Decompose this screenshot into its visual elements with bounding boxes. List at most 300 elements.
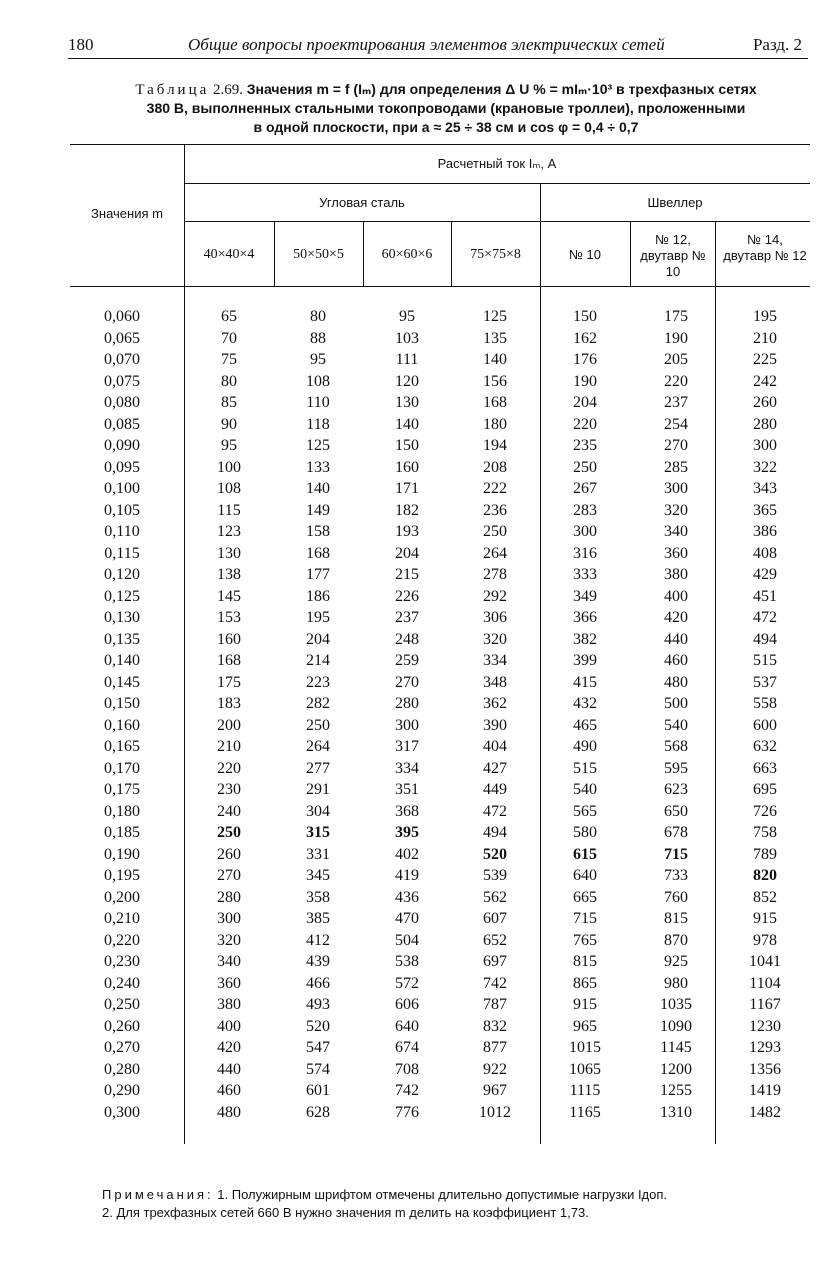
table-cell: 607 bbox=[483, 910, 507, 927]
table-cell: 205 bbox=[664, 351, 688, 368]
table-cell: 540 bbox=[573, 781, 597, 798]
table-cell: 726 bbox=[753, 802, 777, 820]
table-cell: 133 bbox=[306, 458, 330, 476]
table-cell: 915 bbox=[573, 996, 597, 1013]
row-value-m: 0,130 bbox=[104, 609, 140, 626]
table-cell: 1165 bbox=[569, 1103, 601, 1121]
table-cell: 171 bbox=[395, 480, 419, 497]
table-cell: 260 bbox=[217, 845, 241, 863]
table-cell: 1065 bbox=[569, 1060, 601, 1078]
table-cell: 237 bbox=[395, 609, 419, 626]
caption-text-2: 380 В, выполненных стальными токопроводами (крановые троллеи), проложенными bbox=[146, 100, 746, 116]
table-cell: 595 bbox=[664, 759, 688, 777]
table-cell: 340 bbox=[217, 953, 241, 970]
table-cell: 399 bbox=[573, 652, 597, 669]
row-value-m: 0,070 bbox=[104, 351, 140, 368]
column-header: 60×60×6 bbox=[381, 247, 433, 262]
table-cell: 565 bbox=[573, 802, 597, 820]
table-cell: 259 bbox=[395, 652, 419, 669]
row-value-m: 0,145 bbox=[104, 673, 140, 691]
table-cell: 1012 bbox=[479, 1103, 511, 1121]
table-cell: 230 bbox=[217, 781, 241, 798]
table-cell: 242 bbox=[753, 372, 777, 390]
table-cell: 493 bbox=[306, 996, 330, 1013]
table-cell: 145 bbox=[217, 587, 241, 605]
table-cell: 153 bbox=[217, 609, 241, 626]
table-cell: 742 bbox=[483, 974, 507, 992]
notes-label: Примечания: bbox=[102, 1187, 214, 1202]
row-value-m: 0,230 bbox=[104, 953, 140, 970]
header-bottom-rule bbox=[70, 286, 810, 287]
table-cell: 108 bbox=[306, 372, 330, 390]
table-cell: 460 bbox=[664, 652, 688, 669]
table-cell: 123 bbox=[217, 523, 241, 540]
table-cell: 420 bbox=[217, 1039, 241, 1056]
table-row bbox=[70, 844, 810, 865]
table-cell: 539 bbox=[483, 867, 507, 884]
table-cell: 125 bbox=[483, 308, 507, 325]
table-cell: 760 bbox=[664, 888, 688, 906]
table-cell: 70 bbox=[221, 329, 237, 347]
table-cell: 358 bbox=[306, 888, 330, 906]
table-cell: 404 bbox=[483, 738, 507, 755]
table-cell: 304 bbox=[306, 802, 330, 820]
caption-line-2 bbox=[66, 99, 826, 118]
table-cell: 600 bbox=[753, 716, 777, 734]
table-cell: 208 bbox=[483, 458, 507, 476]
table-cell: 349 bbox=[573, 587, 597, 605]
table-cell: 340 bbox=[664, 523, 688, 540]
row-value-m: 0,180 bbox=[104, 802, 140, 820]
table-cell: 439 bbox=[306, 953, 330, 970]
table-cell: 223 bbox=[306, 673, 330, 691]
row-value-m: 0,280 bbox=[104, 1060, 140, 1078]
table-cell: 436 bbox=[395, 888, 419, 906]
table-cell: 183 bbox=[217, 695, 241, 712]
table-cell: 300 bbox=[217, 910, 241, 927]
table-cell: 787 bbox=[483, 996, 507, 1013]
table-cell: 322 bbox=[753, 458, 777, 476]
table-row bbox=[70, 758, 810, 779]
row-value-m: 0,090 bbox=[104, 437, 140, 454]
table-cell: 280 bbox=[395, 695, 419, 712]
table-cell: 204 bbox=[306, 630, 330, 648]
table-cell: 380 bbox=[217, 996, 241, 1013]
table-cell: 480 bbox=[664, 673, 688, 691]
table-cell: 175 bbox=[217, 673, 241, 691]
table-cell: 210 bbox=[217, 738, 241, 755]
table-cell: 150 bbox=[395, 437, 419, 454]
table-cell: 440 bbox=[664, 630, 688, 648]
table-cell: 789 bbox=[753, 845, 777, 863]
table-cell: 291 bbox=[306, 781, 330, 798]
note-1: 1. Полужирным шрифтом отмечены длительно допустимые нагрузки Iдоп. bbox=[217, 1187, 668, 1202]
table-cell: 180 bbox=[483, 415, 507, 433]
table-cell: 193 bbox=[395, 523, 419, 540]
table-cell: 80 bbox=[221, 372, 237, 390]
table-row bbox=[70, 349, 810, 370]
row-header: Значения m bbox=[91, 206, 163, 221]
table-cell: 80 bbox=[310, 308, 326, 325]
table-cell: 90 bbox=[221, 415, 237, 433]
table-row bbox=[70, 801, 810, 822]
table-cell: 160 bbox=[395, 458, 419, 476]
table-cell: 640 bbox=[395, 1017, 419, 1035]
table-cell: 665 bbox=[573, 888, 597, 906]
table-row bbox=[70, 1102, 810, 1123]
table-cell: 195 bbox=[306, 609, 330, 626]
table-top-rule bbox=[70, 144, 810, 145]
row-value-m: 0,100 bbox=[104, 480, 140, 497]
table-cell: 460 bbox=[217, 1082, 241, 1099]
table-cell: 100 bbox=[217, 458, 241, 476]
subgroup-channel: Швеллер bbox=[647, 195, 703, 210]
row-value-m: 0,135 bbox=[104, 630, 140, 648]
table-row bbox=[70, 371, 810, 392]
table-cell: 980 bbox=[664, 974, 688, 992]
table-notes bbox=[102, 1186, 802, 1222]
table-cell: 547 bbox=[306, 1039, 330, 1056]
table-row bbox=[70, 586, 810, 607]
table-cell: 640 bbox=[573, 867, 597, 884]
table-cell: 150 bbox=[573, 308, 597, 325]
table-cell: 345 bbox=[306, 867, 330, 884]
table-cell: 558 bbox=[753, 695, 777, 712]
table-row bbox=[70, 715, 810, 736]
table-cell: 865 bbox=[573, 974, 597, 992]
table-cell: 386 bbox=[753, 523, 777, 540]
table-cell: 120 bbox=[395, 372, 419, 390]
table-cell: 248 bbox=[395, 630, 419, 648]
table-row bbox=[70, 500, 810, 521]
table-row bbox=[70, 693, 810, 714]
table-cell: 504 bbox=[395, 931, 419, 949]
row-value-m: 0,260 bbox=[104, 1017, 140, 1035]
table-cell: 470 bbox=[395, 910, 419, 927]
column-header: 40×40×4 bbox=[203, 247, 255, 262]
table-cell: 85 bbox=[221, 394, 237, 411]
table-cell: 1145 bbox=[660, 1039, 692, 1056]
table-cell: 135 bbox=[483, 329, 507, 347]
column-header: 50×50×5 bbox=[293, 247, 344, 262]
table-cell: 176 bbox=[573, 351, 597, 368]
table-cell: 235 bbox=[573, 437, 597, 454]
table-cell: 215 bbox=[395, 566, 419, 583]
table-cell: 915 bbox=[753, 910, 777, 927]
table-cell: 278 bbox=[483, 566, 507, 583]
table-cell: 75 bbox=[221, 351, 237, 368]
column-divider bbox=[630, 222, 631, 286]
table-cell: 1310 bbox=[660, 1103, 692, 1121]
row-value-m: 0,195 bbox=[104, 867, 140, 884]
running-header bbox=[68, 32, 808, 59]
table-cell: 316 bbox=[573, 544, 597, 562]
table-cell: 88 bbox=[310, 329, 326, 347]
table-cell: 267 bbox=[573, 480, 597, 497]
row-value-m: 0,210 bbox=[104, 910, 140, 927]
table-cell: 815 bbox=[664, 910, 688, 927]
row-value-m: 0,095 bbox=[104, 458, 140, 476]
row-value-m: 0,300 bbox=[104, 1103, 140, 1121]
table-cell: 190 bbox=[573, 372, 597, 390]
table-cell: 385 bbox=[306, 910, 330, 927]
row-value-m: 0,185 bbox=[104, 824, 140, 841]
table-cell: 226 bbox=[395, 587, 419, 605]
table-row bbox=[70, 521, 810, 542]
table-cell: 965 bbox=[573, 1017, 597, 1035]
caption-text-1: Значения m = f (Iₘ) для определения Δ U % = mIₘ·10³ в трехфазных сетях bbox=[246, 81, 757, 97]
table-cell: 663 bbox=[753, 759, 777, 777]
row-value-m: 0,220 bbox=[104, 931, 140, 949]
table-cell: 236 bbox=[483, 501, 507, 519]
table-cell: 395 bbox=[395, 824, 419, 841]
table-cell: 264 bbox=[306, 738, 330, 755]
table-cell: 568 bbox=[664, 738, 688, 755]
row-value-m: 0,080 bbox=[104, 394, 140, 411]
note-line-1 bbox=[102, 1186, 802, 1204]
row-value-m: 0,160 bbox=[104, 716, 140, 734]
table-cell: 697 bbox=[483, 953, 507, 970]
table-cell: 978 bbox=[753, 931, 777, 949]
table-cell: 300 bbox=[753, 437, 777, 454]
table-cell: 204 bbox=[395, 544, 419, 562]
table-cell: 601 bbox=[306, 1082, 330, 1099]
table-cell: 623 bbox=[664, 781, 688, 798]
table-cell: 494 bbox=[483, 824, 507, 841]
section-label: Разд. 2 bbox=[752, 35, 802, 54]
table-cell: 480 bbox=[217, 1103, 241, 1121]
table-cell: 877 bbox=[483, 1039, 507, 1056]
table-cell: 220 bbox=[664, 372, 688, 390]
table-row bbox=[70, 457, 810, 478]
table-cell: 334 bbox=[395, 759, 419, 777]
row-value-m: 0,150 bbox=[104, 695, 140, 712]
table-cell: 264 bbox=[483, 544, 507, 562]
table-cell: 260 bbox=[753, 394, 777, 411]
table-cell: 130 bbox=[217, 544, 241, 562]
table-cell: 280 bbox=[753, 415, 777, 433]
table-cell: 742 bbox=[395, 1082, 419, 1099]
table-cell: 520 bbox=[306, 1017, 330, 1035]
table-cell: 138 bbox=[217, 566, 241, 583]
table-row bbox=[70, 822, 810, 843]
table-cell: 270 bbox=[217, 867, 241, 884]
table-cell: 465 bbox=[573, 716, 597, 734]
table-cell: 652 bbox=[483, 931, 507, 949]
table-cell: 237 bbox=[664, 394, 688, 411]
table-cell: 195 bbox=[753, 308, 777, 325]
table-cell: 317 bbox=[395, 738, 419, 755]
table-cell: 380 bbox=[664, 566, 688, 583]
caption-line-1 bbox=[66, 80, 826, 99]
table-cell: 776 bbox=[395, 1103, 419, 1121]
table-row bbox=[70, 543, 810, 564]
table-cell: 250 bbox=[217, 824, 241, 841]
table-cell: 870 bbox=[664, 931, 688, 949]
table-cell: 95 bbox=[221, 437, 237, 454]
table-cell: 615 bbox=[573, 845, 597, 863]
table-cell: 538 bbox=[395, 953, 419, 970]
table-cell: 632 bbox=[753, 738, 777, 755]
table-cell: 400 bbox=[664, 587, 688, 605]
row-value-m: 0,170 bbox=[104, 759, 140, 777]
row-value-m: 0,065 bbox=[104, 329, 140, 347]
table-cell: 678 bbox=[664, 824, 688, 841]
table-row bbox=[70, 435, 810, 456]
table-cell: 214 bbox=[306, 652, 330, 669]
table-cell: 400 bbox=[217, 1017, 241, 1035]
table-row bbox=[70, 478, 810, 499]
table-cell: 306 bbox=[483, 609, 507, 626]
table-cell: 250 bbox=[573, 458, 597, 476]
row-value-m: 0,060 bbox=[104, 308, 140, 325]
table-cell: 967 bbox=[483, 1082, 507, 1099]
table-cell: 204 bbox=[573, 394, 597, 411]
table-cell: 515 bbox=[753, 652, 777, 669]
table-cell: 580 bbox=[573, 824, 597, 841]
table-cell: 440 bbox=[217, 1060, 241, 1078]
table-cell: 715 bbox=[664, 845, 688, 863]
table-cell: 1293 bbox=[749, 1039, 781, 1056]
table-cell: 160 bbox=[217, 630, 241, 648]
row-value-m: 0,140 bbox=[104, 652, 140, 669]
table-cell: 412 bbox=[306, 931, 330, 949]
table-row bbox=[70, 672, 810, 693]
table-cell: 300 bbox=[395, 716, 419, 734]
caption-text-3: в одной плоскости, при a ≈ 25 ÷ 38 см и cos φ = 0,4 ÷ 0,7 bbox=[253, 119, 639, 135]
table-cell: 1035 bbox=[660, 996, 692, 1013]
table-cell: 490 bbox=[573, 738, 597, 755]
table-row bbox=[70, 973, 810, 994]
table-cell: 360 bbox=[664, 544, 688, 562]
table-row bbox=[70, 908, 810, 929]
table-row bbox=[70, 1059, 810, 1080]
table-cell: 1041 bbox=[749, 953, 781, 970]
table-cell: 351 bbox=[395, 781, 419, 798]
subgroup-angle-steel: Угловая сталь bbox=[319, 195, 405, 210]
row-value-m: 0,200 bbox=[104, 888, 140, 906]
table-cell: 415 bbox=[573, 673, 597, 691]
column-header: № 12, двутавр № 10 bbox=[640, 232, 706, 279]
table-cell: 472 bbox=[483, 802, 507, 820]
table-cell: 177 bbox=[306, 566, 330, 583]
table-cell: 125 bbox=[306, 437, 330, 454]
table-row bbox=[70, 564, 810, 585]
table-cell: 110 bbox=[306, 394, 330, 411]
table-row bbox=[70, 951, 810, 972]
table-row bbox=[70, 779, 810, 800]
table-cell: 515 bbox=[573, 759, 597, 777]
table-cell: 115 bbox=[217, 501, 241, 519]
row-value-m: 0,085 bbox=[104, 415, 140, 433]
row-value-m: 0,125 bbox=[104, 587, 140, 605]
table-cell: 520 bbox=[483, 845, 507, 863]
row-value-m: 0,165 bbox=[104, 738, 140, 755]
caption-line-3 bbox=[66, 118, 826, 137]
table-row bbox=[70, 1037, 810, 1058]
data-table bbox=[70, 144, 810, 1144]
table-cell: 1255 bbox=[660, 1082, 692, 1099]
table-cell: 650 bbox=[664, 802, 688, 820]
table-cell: 140 bbox=[395, 415, 419, 433]
table-cell: 95 bbox=[399, 308, 415, 325]
table-cell: 168 bbox=[483, 394, 507, 411]
table-cell: 572 bbox=[395, 974, 419, 992]
table-cell: 65 bbox=[221, 308, 237, 325]
table-cell: 1090 bbox=[660, 1017, 692, 1035]
page-number: 180 bbox=[68, 35, 94, 54]
table-cell: 574 bbox=[306, 1060, 330, 1078]
table-cell: 382 bbox=[573, 630, 597, 648]
table-cell: 186 bbox=[306, 587, 330, 605]
table-cell: 210 bbox=[753, 329, 777, 347]
row-value-m: 0,240 bbox=[104, 974, 140, 992]
table-cell: 250 bbox=[483, 523, 507, 540]
table-cell: 695 bbox=[753, 781, 777, 798]
row-value-m: 0,115 bbox=[104, 544, 140, 562]
table-cell: 333 bbox=[573, 566, 597, 583]
table-cell: 300 bbox=[664, 480, 688, 497]
table-cell: 537 bbox=[753, 673, 777, 691]
table-cell: 254 bbox=[664, 415, 688, 433]
table-cell: 708 bbox=[395, 1060, 419, 1078]
table-row bbox=[70, 328, 810, 349]
row-value-m: 0,075 bbox=[104, 372, 140, 390]
table-row bbox=[70, 629, 810, 650]
table-cell: 1482 bbox=[749, 1103, 781, 1121]
table-cell: 368 bbox=[395, 802, 419, 820]
table-cell: 348 bbox=[483, 673, 507, 691]
table-cell: 156 bbox=[483, 372, 507, 390]
column-header: 75×75×8 bbox=[470, 247, 521, 262]
table-cell: 270 bbox=[395, 673, 419, 691]
table-cell: 225 bbox=[753, 351, 777, 368]
table-cell: 606 bbox=[395, 996, 419, 1013]
table-cell: 540 bbox=[664, 716, 688, 734]
table-cell: 628 bbox=[306, 1103, 330, 1121]
table-cell: 194 bbox=[483, 437, 507, 454]
table-cell: 366 bbox=[573, 609, 597, 626]
caption-label: Таблица bbox=[135, 82, 210, 98]
table-cell: 250 bbox=[306, 716, 330, 734]
table-cell: 494 bbox=[753, 630, 777, 648]
column-header: № 14, двутавр № 12 bbox=[723, 232, 807, 263]
table-cell: 466 bbox=[306, 974, 330, 992]
column-header: № 10 bbox=[568, 247, 602, 262]
table-cell: 220 bbox=[217, 759, 241, 777]
table-cell: 1419 bbox=[749, 1082, 781, 1099]
table-cell: 820 bbox=[753, 867, 777, 884]
table-cell: 158 bbox=[306, 523, 330, 540]
table-cell: 500 bbox=[664, 695, 688, 712]
table-row bbox=[70, 994, 810, 1015]
table-cell: 168 bbox=[217, 652, 241, 669]
table-cell: 315 bbox=[306, 824, 330, 841]
table-row bbox=[70, 414, 810, 435]
table-cell: 280 bbox=[217, 888, 241, 906]
table-cell: 420 bbox=[664, 609, 688, 626]
table-cell: 300 bbox=[573, 523, 597, 540]
row-value-m: 0,110 bbox=[104, 523, 140, 540]
table-cell: 190 bbox=[664, 329, 688, 347]
table-cell: 292 bbox=[483, 587, 507, 605]
table-row bbox=[70, 607, 810, 628]
table-cell: 270 bbox=[664, 437, 688, 454]
table-cell: 140 bbox=[306, 480, 330, 497]
table-cell: 343 bbox=[753, 480, 777, 497]
table-cell: 331 bbox=[306, 845, 330, 863]
table-row bbox=[70, 306, 810, 327]
